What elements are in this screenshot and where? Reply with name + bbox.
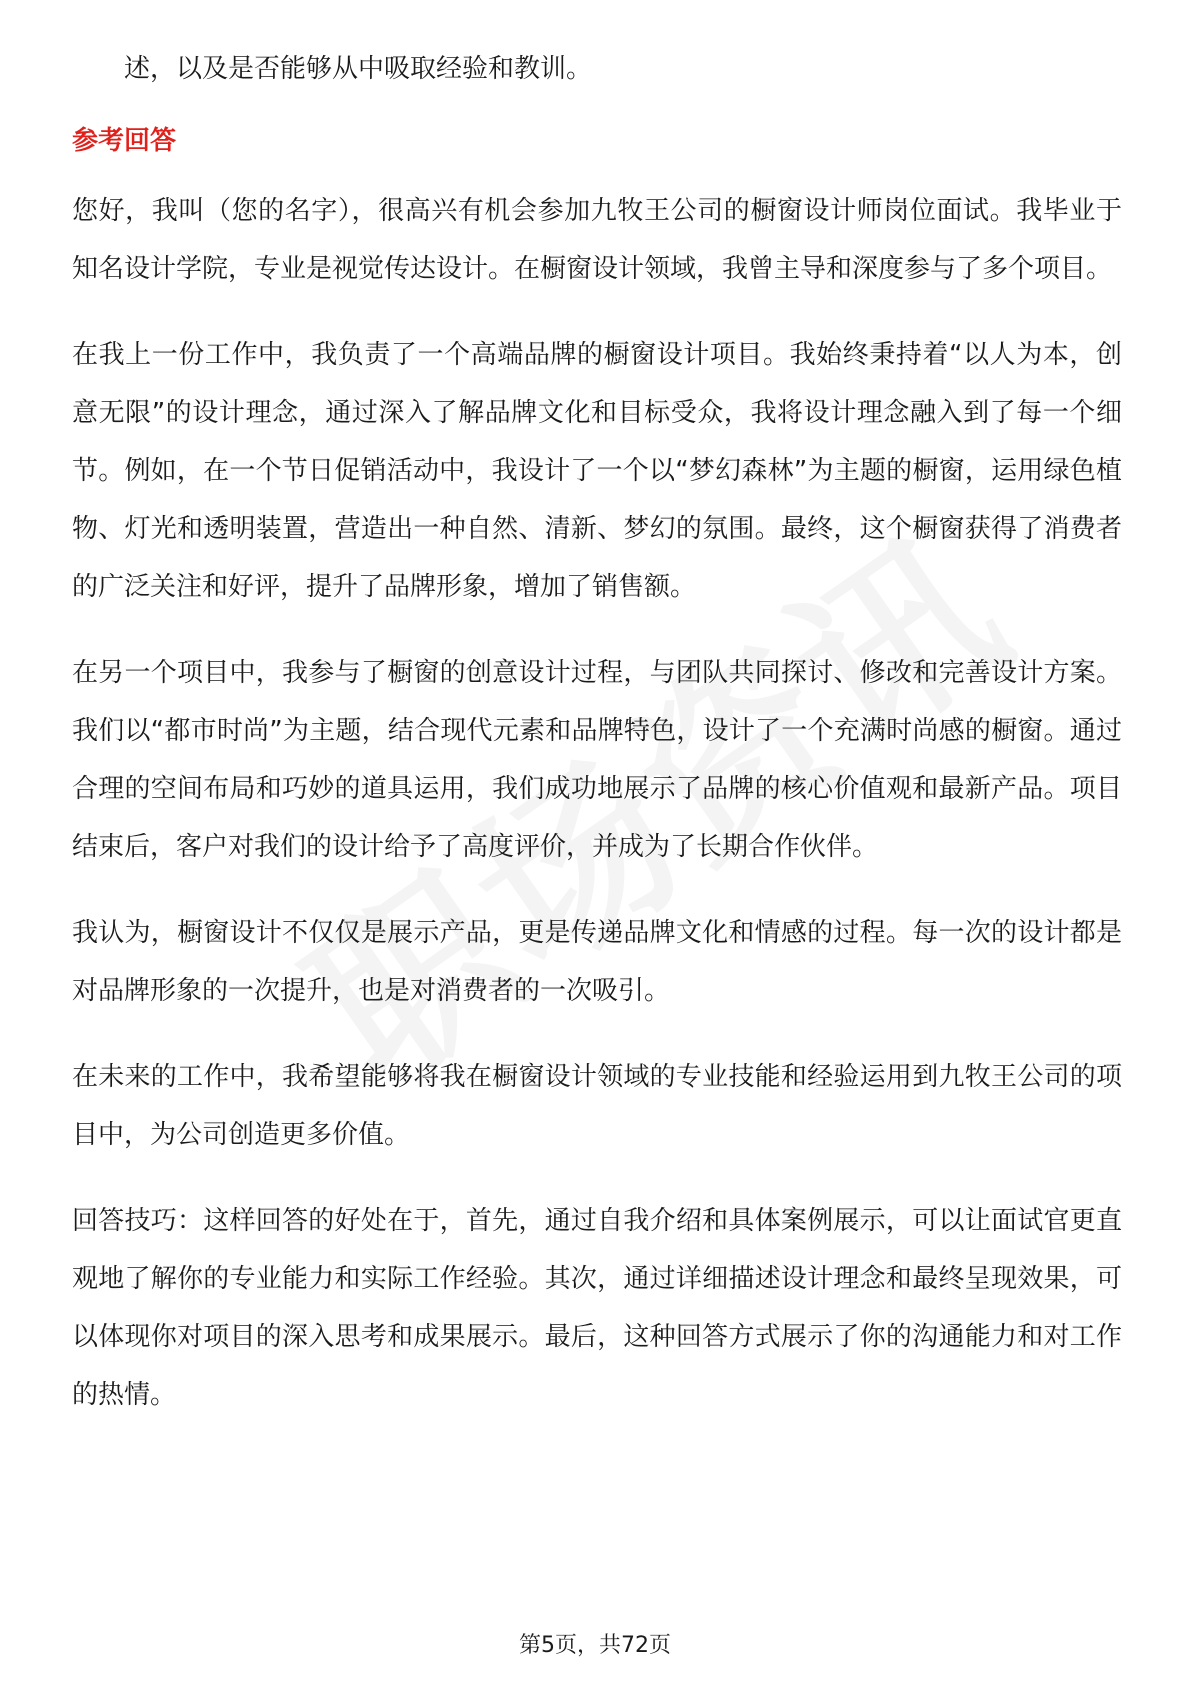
paragraph-answer-tips: 回答技巧：这样回答的好处在于，首先，通过自我介绍和具体案例展示，可以让面试官更直观地了解你的专业能力和实际工作经验。其次，通过详细描述设计理念和最终呈现效果，可以体现你对项目的深入思考和成果展示。最后，这种回答方式展示了你的沟通能力和对工作的热情。: [72, 1206, 1122, 1410]
paragraph-intro: 您好，我叫（您的名字），很高兴有机会参加九牧王公司的橱窗设计师岗位面试。我毕业于知名设计学院，专业是视觉传达设计。在橱窗设计领域，我曾主导和深度参与了多个项目。: [72, 196, 1122, 284]
page-content: [72, 40, 1122, 1424]
paragraph-project-two: 在另一个项目中，我参与了橱窗的创意设计过程，与团队共同探讨、修改和完善设计方案。我们以“都市时尚”为主题，结合现代元素和品牌特色，设计了一个充满时尚感的橱窗。通过合理的空间布局和巧妙的道具运用，我们成功地展示了品牌的核心价值观和最新产品。项目结束后，客户对我们的设计给予了高度评价，并成为了长期合作伙伴。: [72, 658, 1122, 862]
paragraph-opinion: 我认为，橱窗设计不仅仅是展示产品，更是传递品牌文化和情感的过程。每一次的设计都是对品牌形象的一次提升，也是对消费者的一次吸引。: [72, 918, 1122, 1006]
section-heading: 参考回答: [72, 126, 177, 156]
paragraph-project-one: 在我上一份工作中，我负责了一个高端品牌的橱窗设计项目。我始终秉持着“以人为本，创意无限”的设计理念，通过深入了解品牌文化和目标受众，我将设计理念融入到了每一个细节。例如，在一个节日促销活动中，我设计了一个以“梦幻森林”为主题的橱窗，运用绿色植物、灯光和透明装置，营造出一种自然、清新、梦幻的氛围。最终，这个橱窗获得了消费者的广泛关注和好评，提升了品牌形象，增加了销售额。: [72, 340, 1122, 602]
paragraph-future: 在未来的工作中，我希望能够将我在橱窗设计领域的专业技能和经验运用到九牧王公司的项目中，为公司创造更多价值。: [72, 1062, 1122, 1150]
intro-continuation: 述，以及是否能够从中吸取经验和教训。: [124, 54, 593, 84]
page-number-footer: 第5页，共72页: [519, 1633, 671, 1658]
